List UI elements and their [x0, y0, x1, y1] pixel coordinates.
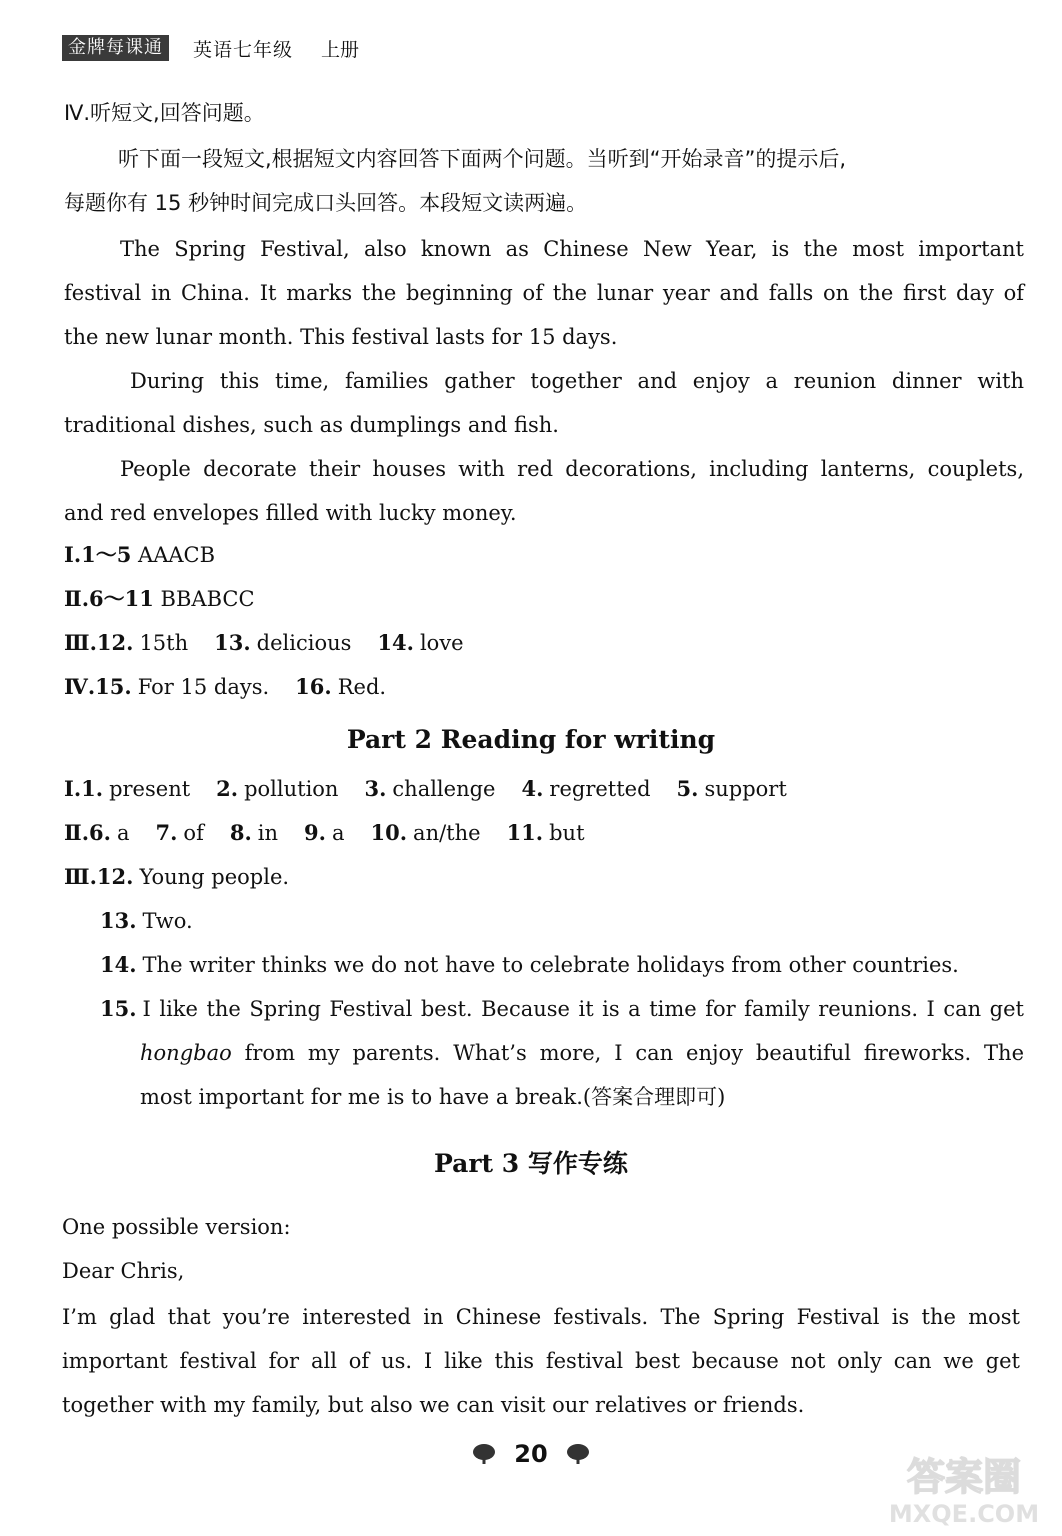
essay-line: I’m glad that you’re interested in Chinese festivals. The Spring Festival is the most — [62, 1305, 1020, 1329]
essay-line: together with my family, but also we can visit our relatives or friends. — [62, 1393, 805, 1417]
passage-line: People decorate their houses with red decorations, including lanterns, couplets, — [120, 457, 1024, 481]
answer-text: pollution — [244, 777, 339, 801]
answer-text: love — [419, 631, 464, 655]
answer-row — [64, 628, 1024, 658]
answer-text: support — [704, 777, 787, 801]
answer-row — [64, 818, 1024, 848]
question-number: 13. — [214, 630, 251, 655]
answer-row — [64, 584, 1024, 614]
answer-label: Ⅲ. — [64, 630, 97, 655]
page-number: 20 — [514, 1439, 548, 1468]
answer-row — [140, 1038, 1024, 1068]
question-number: 7. — [155, 820, 178, 845]
section-heading: Ⅳ.听短文,回答问题。 — [64, 101, 265, 125]
essay-line: important festival for all of us. I like this festival best because not only can we get — [62, 1349, 1020, 1373]
question-number: 13. — [100, 908, 137, 933]
question-number: 3. — [364, 776, 387, 801]
question-number: 8. — [229, 820, 252, 845]
answer-text: from my parents. What’s more, I can enjoy beautiful fireworks. The — [231, 1041, 1024, 1065]
passage-line: traditional dishes, such as dumplings and fish. — [64, 413, 559, 437]
tree-icon — [471, 1443, 497, 1465]
answer-text: For 15 days. — [137, 675, 270, 699]
answer-text: Red. — [337, 675, 387, 699]
answer-text: in — [257, 821, 279, 845]
answer-label: Ⅰ. — [64, 776, 82, 801]
answer-text: a — [116, 821, 130, 845]
question-number: 11. — [506, 820, 544, 845]
answer-text: 15th — [139, 631, 189, 655]
answer-row — [100, 950, 1024, 980]
question-number: 14. — [100, 952, 137, 977]
passage-line: festival in China. It marks the beginning of the lunar year and falls on the first day of — [64, 281, 1024, 305]
question-number: 14. — [377, 630, 414, 655]
answer-text: I like the Spring Festival best. Because it is a time for family reunions. I can get — [142, 997, 1024, 1021]
instruction-line: 每题你有 15 秒钟时间完成口头回答。本段短文读两遍。 — [64, 191, 588, 215]
answer-text: The writer thinks we do not have to celebrate holidays from other countries. — [142, 953, 959, 977]
essay-line: One possible version: — [62, 1215, 291, 1239]
answer-row — [140, 1082, 1024, 1112]
question-number: 9. — [304, 820, 326, 845]
answer-text: AAACB — [138, 543, 216, 567]
answer-text: Young people. — [139, 865, 290, 889]
question-number: 16. — [295, 674, 332, 699]
answer-row — [100, 994, 1024, 1024]
question-number: 12. — [96, 864, 134, 889]
question-number: 6. — [89, 820, 111, 845]
answer-label: Ⅰ.1～5 — [64, 542, 132, 567]
part-2-title: Part 2 Reading for writing — [346, 725, 716, 754]
passage-line: and red envelopes filled with lucky money. — [64, 501, 517, 525]
tree-icon — [565, 1443, 591, 1465]
question-number: 10. — [370, 820, 408, 845]
question-number: 5. — [676, 776, 699, 801]
book-title: 英语七年级 — [193, 38, 294, 61]
answer-row — [64, 774, 1024, 804]
watermark-text: 答案圈 — [906, 1455, 1022, 1499]
passage-line: During this time, families gather together and enjoy a reunion dinner with — [130, 369, 1024, 393]
answer-label: Ⅳ. — [64, 674, 96, 699]
answer-text: challenge — [392, 777, 496, 801]
passage-line: the new lunar month. This festival lasts for 15 days. — [64, 325, 618, 349]
essay-line: Dear Chris, — [62, 1259, 185, 1283]
passage-line: The Spring Festival, also known as Chinese New Year, is the most important — [120, 237, 1024, 261]
answer-text: but — [549, 821, 585, 845]
answer-row — [64, 672, 1024, 702]
question-number: 12. — [96, 630, 134, 655]
site-watermark — [874, 1448, 1054, 1528]
volume-label: 上册 — [321, 38, 360, 61]
question-number: 15. — [95, 674, 132, 699]
question-number: 1. — [81, 776, 104, 801]
answer-row — [64, 540, 1024, 570]
series-brand: 金牌每课通 — [62, 35, 169, 61]
answer-text: Two. — [142, 909, 193, 933]
answer-label: Ⅱ. — [64, 820, 90, 845]
part-3-title-cn: 写作专练 — [527, 1149, 628, 1178]
watermark-url: MXQE.COM — [888, 1500, 1040, 1528]
question-number: 15. — [100, 996, 137, 1021]
question-number: 2. — [216, 776, 239, 801]
answer-text: delicious — [256, 631, 352, 655]
answer-label: Ⅲ. — [64, 864, 97, 889]
page-header — [62, 34, 359, 62]
question-number: 4. — [521, 776, 544, 801]
pinyin-word: hongbao — [140, 1041, 232, 1065]
instruction-line: 听下面一段短文,根据短文内容回答下面两个问题。当听到“开始录音”的提示后, — [118, 147, 847, 171]
answer-text: most important for me is to have a break.(答案合理即可) — [140, 1085, 726, 1109]
answer-row — [64, 862, 1024, 892]
part-3-title-en: Part 3 — [434, 1149, 520, 1178]
answer-label: Ⅱ.6～11 — [64, 586, 154, 611]
answer-text: regretted — [549, 777, 651, 801]
answer-text: an/the — [413, 821, 481, 845]
answer-text: BBABCC — [160, 587, 255, 611]
answer-row — [100, 906, 1024, 936]
part-3-title — [0, 1148, 1062, 1180]
answer-text: a — [331, 821, 345, 845]
answer-text: present — [109, 777, 191, 801]
answer-text: of — [183, 821, 204, 845]
